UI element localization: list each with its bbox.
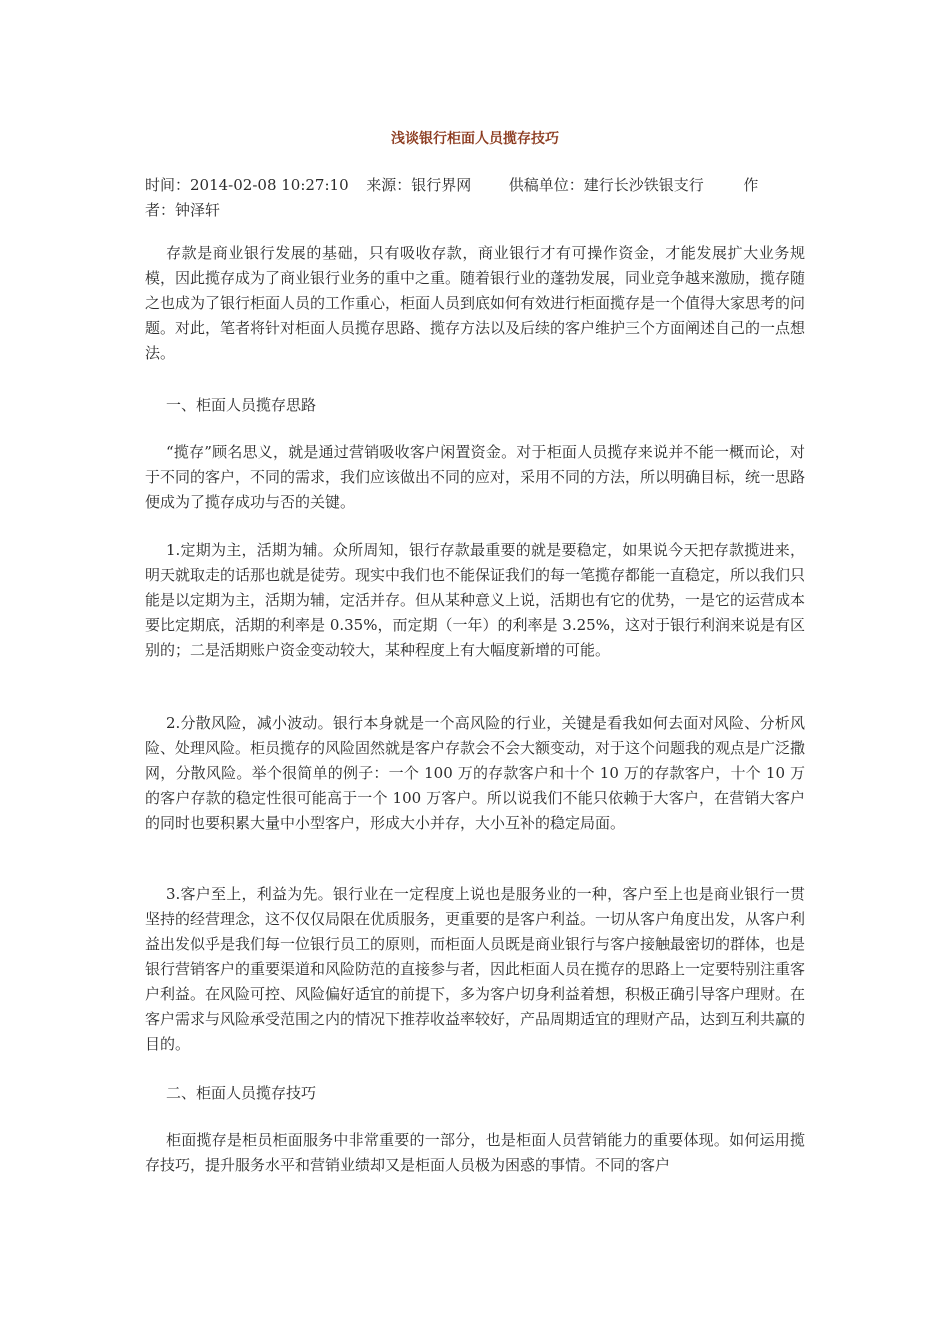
paragraph-1: “揽存”顾名思义，就是通过营销吸收客户闲置资金。对于柜面人员揽存来说并不能一概而论，对于不同的客户，不同的需求，我们应该做出不同的应对，采用不同的方法，所以明确目标，统一思路便成为了揽存成功与否的关键。: [145, 443, 806, 511]
intro-paragraph: 存款是商业银行发展的基础，只有吸收存款，商业银行才有可操作资金，才能发展扩大业务规模，因此揽存成为了商业银行业务的重中之重。随着银行业的蓬勃发展，同业竞争越来激励，揽存随之也成为了银行柜面人员的工作重心，柜面人员到底如何有效进行柜面揽存是一个值得大家思考的问题。对此，笔者将针对柜面人员揽存思路、揽存方法以及后续的客户维护三个方面阐述自己的一点想法。: [145, 244, 806, 362]
article-meta: [145, 173, 805, 223]
author-label-start: 作: [743, 176, 759, 194]
author: 者：钟泽轩: [145, 201, 221, 219]
paragraph-4: 3.客户至上，利益为先。银行业在一定程度上说也是服务业的一种，客户至上也是商业银行一贯坚持的经营理念，这不仅仅局限在优质服务，更重要的是客户利益。一切从客户角度出发，从客户利益出发似乎是我们每一位银行员工的原则，而柜面人员既是商业银行与客户接触最密切的群体，也是银行营销客户的重要渠道和风险防范的直接参与者，因此柜面人员在揽存的思路上一定要特别注重客户利益。在风险可控、风险偏好适宜的前提下，多为客户切身利益着想，积极正确引导客户理财。在客户需求与风险承受范围之内的情况下推荐收益率较好，产品周期适宜的理财产品，达到互利共赢的目的。: [145, 885, 806, 1053]
paragraph-2: 1.定期为主，活期为辅。众所周知，银行存款最重要的就是要稳定，如果说今天把存款揽进来，明天就取走的话那也就是徒劳。现实中我们也不能保证我们的每一笔揽存都能一直稳定，所以我们只能是以定期为主，活期为辅，定活并存。但从某种意义上说，活期也有它的优势，一是它的运营成本要比定期底，活期的利率是 0.35%，而定期（一年）的利率是 3.25%，这对于银行利润来说是有区别的；二是活期账户资金变动较大，某种程度上有大幅度新增的可能。: [145, 541, 806, 659]
paragraph-3: 2.分散风险，减小波动。银行本身就是一个高风险的行业，关键是看我如何去面对风险、分析风险、处理风险。柜员揽存的风险固然就是客户存款会不会大额变动，对于这个问题我的观点是广泛撒网，分散风险。举个很简单的例子：一个 100 万的存款客户和十个 10 万的存款客户，十个 10 万的客户存款的稳定性很可能高于一个 100 万客户。所以说我们不能只依赖于大客户，在营销大客户的同时也要积累大量中小型客户，形成大小并存，大小互补的稳定局面。: [145, 714, 806, 832]
paragraph-5: 柜面揽存是柜员柜面服务中非常重要的一部分，也是柜面人员营销能力的重要体现。如何运用揽存技巧，提升服务水平和营销业绩却又是柜面人员极为困惑的事情。不同的客户: [145, 1131, 805, 1174]
supplier: 供稿单位：建行长沙铁银支行: [508, 176, 704, 194]
publish-time: 时间：2014-02-08 10:27:10: [145, 176, 349, 194]
source: 来源：银行界网: [366, 176, 472, 194]
article-title: 浅谈银行柜面人员揽存技巧: [391, 131, 559, 147]
section-heading-2: 二、柜面人员揽存技巧: [166, 1084, 317, 1102]
section-heading-1: 一、柜面人员揽存思路: [166, 396, 317, 414]
